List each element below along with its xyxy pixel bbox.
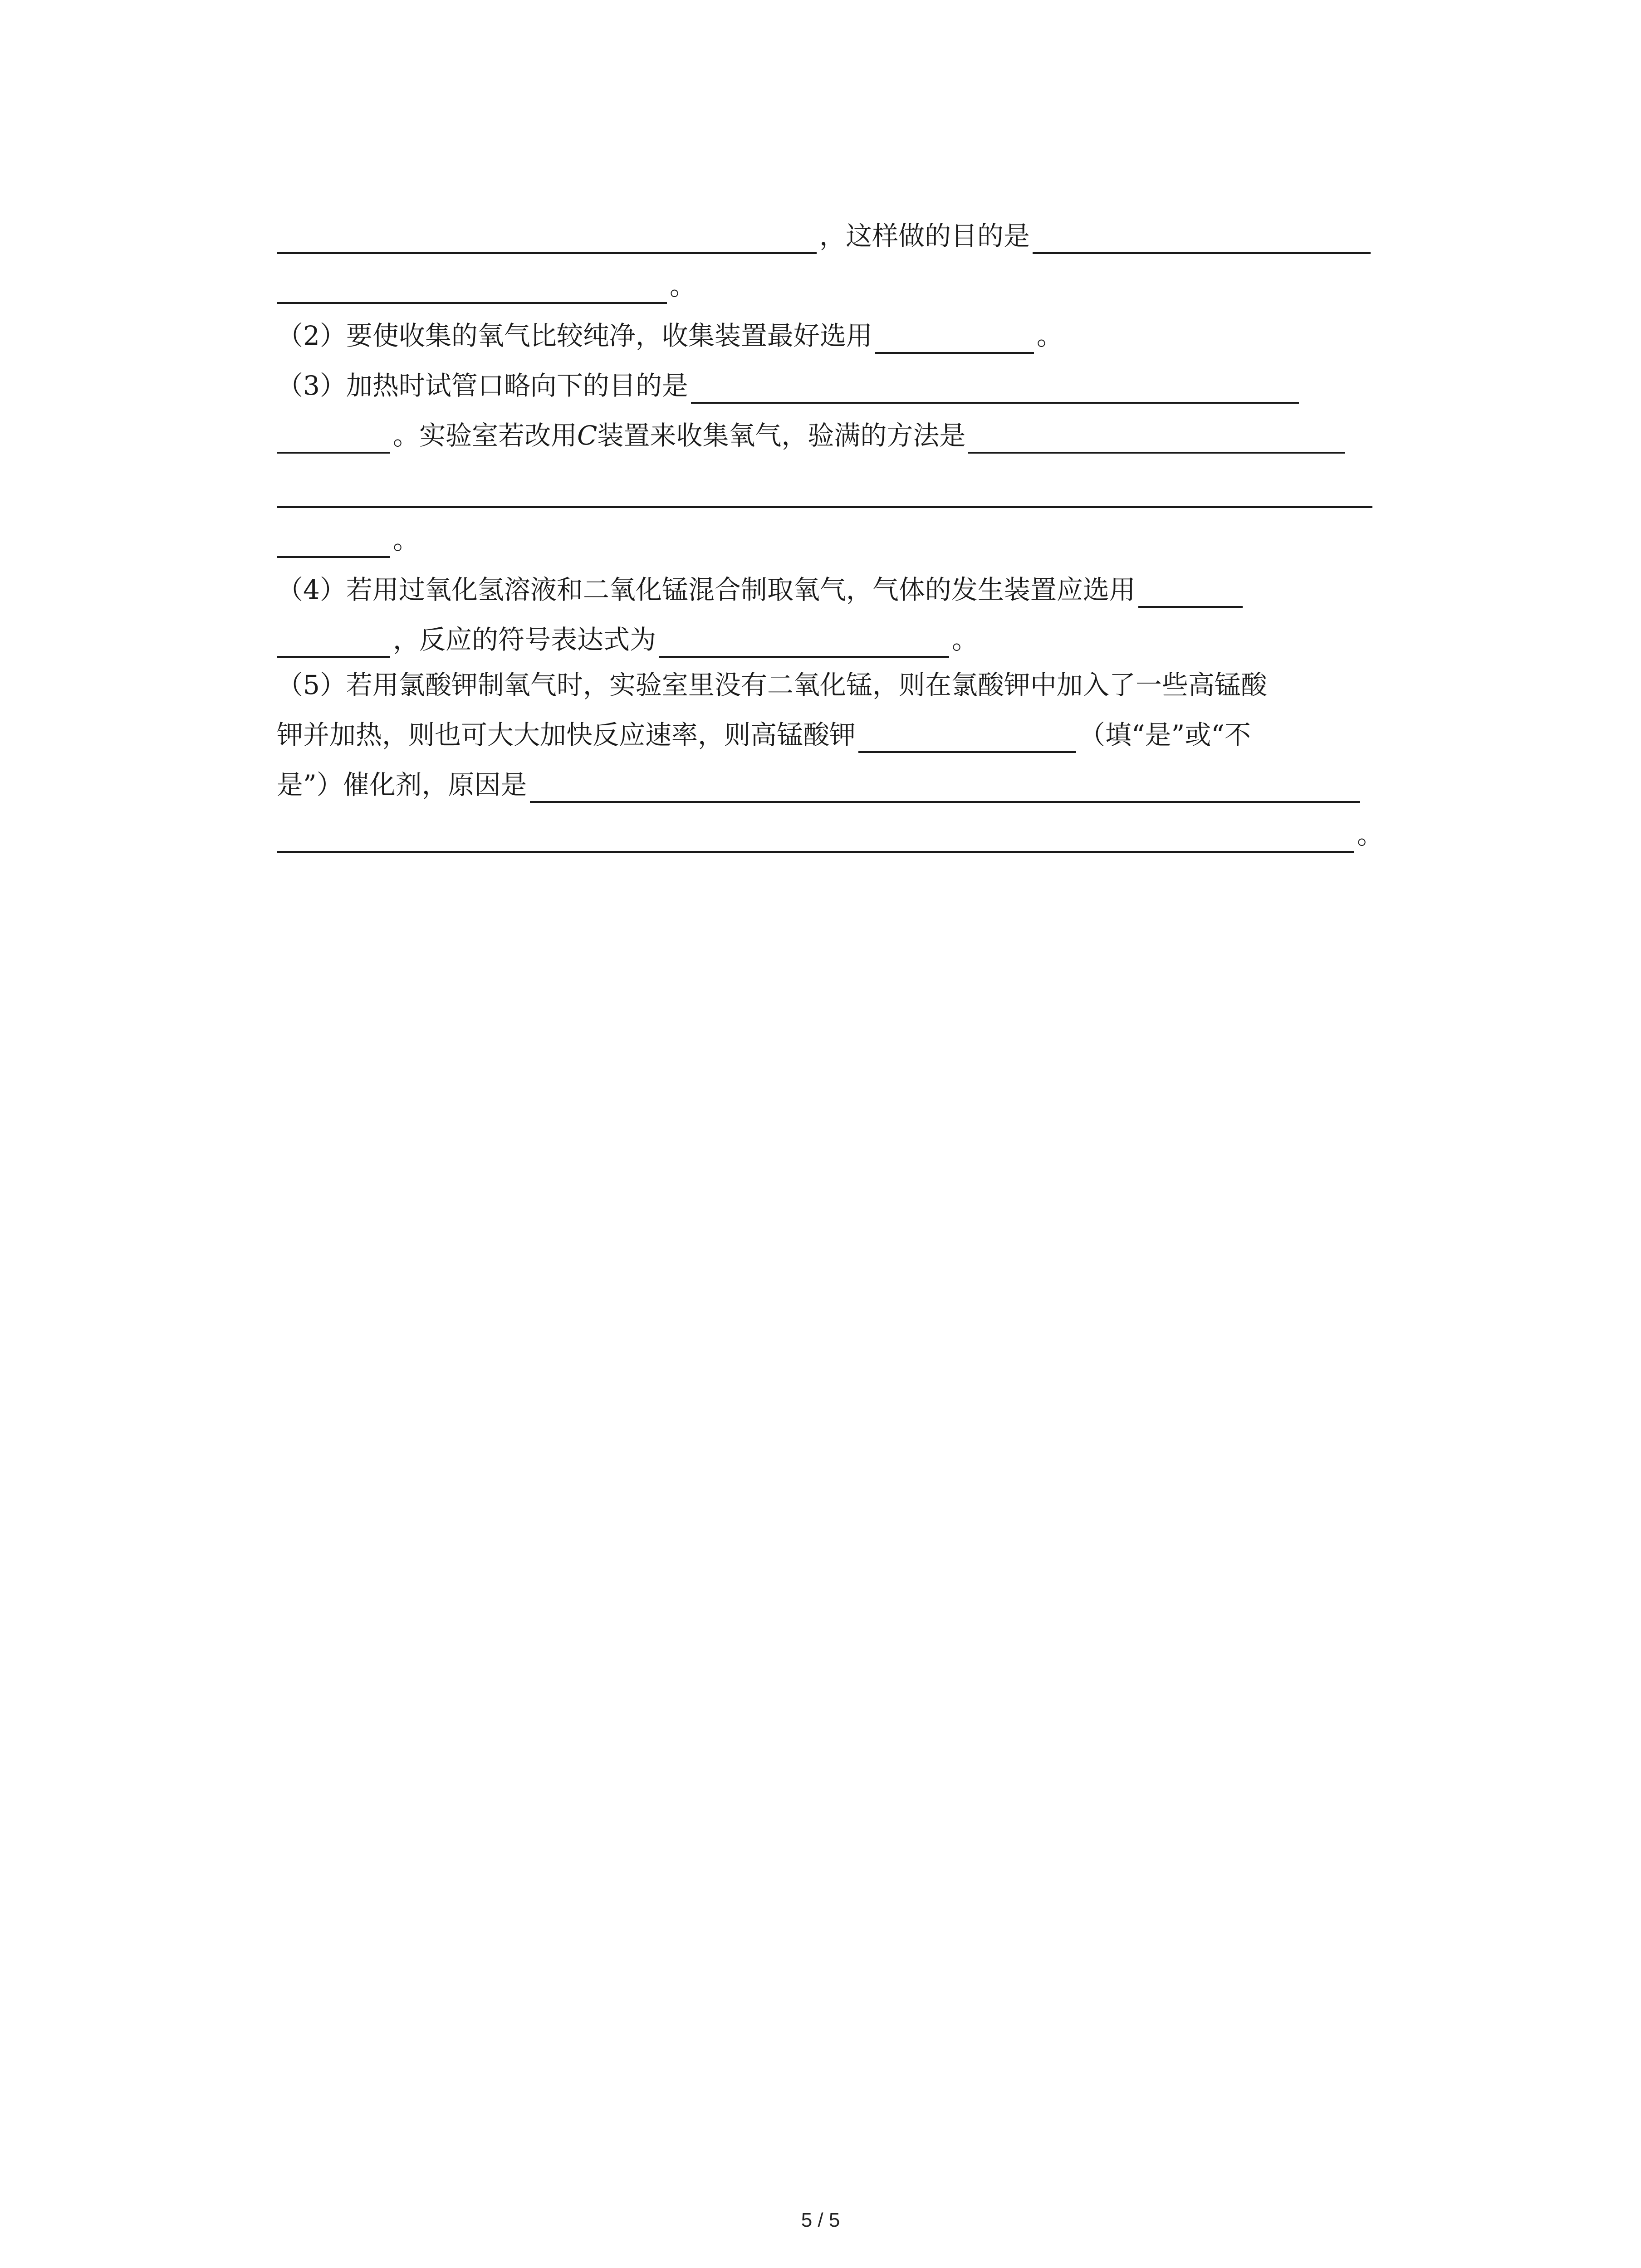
answer-blank-9a[interactable]	[277, 629, 390, 658]
answer-blank-1b[interactable]	[1033, 225, 1371, 254]
line-5-apparatus-letter: C	[577, 420, 598, 451]
answer-blank-7[interactable]	[277, 529, 390, 558]
answer-blank-8[interactable]	[1138, 579, 1243, 608]
line-3-end: 。	[1036, 320, 1063, 351]
text-line-7	[277, 522, 419, 558]
line-5-text-b: 装置来收集氧气，验满的方法是	[597, 420, 966, 451]
answer-blank-6[interactable]	[277, 479, 1372, 508]
line-9-text: ，反应的符号表达式为	[393, 624, 656, 655]
text-line-4	[277, 367, 1302, 404]
line-1-text: ，这样做的目的是	[819, 220, 1030, 251]
text-line-10	[277, 667, 1267, 703]
text-line-2	[277, 268, 696, 304]
line-2-text: 。	[670, 270, 696, 301]
answer-blank-5a[interactable]	[277, 425, 390, 454]
text-line-9	[277, 621, 978, 658]
text-line-13	[277, 816, 1383, 853]
answer-blank-11[interactable]	[858, 724, 1076, 753]
text-line-12	[277, 767, 1363, 803]
answer-blank-12[interactable]	[530, 774, 1360, 803]
text-line-3	[277, 318, 1063, 354]
line-13-end: 。	[1357, 819, 1384, 850]
page-number: 5 / 5	[801, 2209, 840, 2231]
line-11-end: （填“是”或“不	[1079, 719, 1251, 750]
text-line-5	[277, 417, 1347, 454]
line-12-text: 是”）催化剂，原因是	[277, 769, 527, 800]
answer-blank-4[interactable]	[691, 375, 1299, 404]
line-5-text-a: 。实验室若改用	[393, 420, 578, 451]
text-line-11	[277, 717, 1251, 753]
answer-blank-5b[interactable]	[968, 425, 1345, 454]
question-5-text: （5）若用氯酸钾制氧气时，实验室里没有二氧化锰，则在氯酸钾中加入了一些高锰酸	[277, 670, 1267, 700]
text-line-6	[277, 472, 1375, 508]
answer-blank-13[interactable]	[277, 824, 1354, 853]
line-11-text: 钾并加热，则也可大大加快反应速率，则高锰酸钾	[277, 719, 856, 750]
text-line-8	[277, 572, 1245, 608]
answer-blank-3[interactable]	[875, 325, 1034, 354]
line-7-text: 。	[393, 524, 420, 555]
question-4-text: （4）若用过氧化氢溶液和二氧化锰混合制取氧气，气体的发生装置应选用	[277, 574, 1136, 605]
text-line-1	[277, 218, 1373, 254]
answer-blank-1a[interactable]	[277, 225, 817, 254]
answer-blank-2[interactable]	[277, 275, 667, 304]
line-9-end: 。	[952, 624, 979, 655]
question-2-text: （2）要使收集的氧气比较纯净，收集装置最好选用	[277, 320, 872, 351]
question-3-text: （3）加热时试管口略向下的目的是	[277, 370, 688, 401]
answer-blank-9b[interactable]	[659, 629, 949, 658]
